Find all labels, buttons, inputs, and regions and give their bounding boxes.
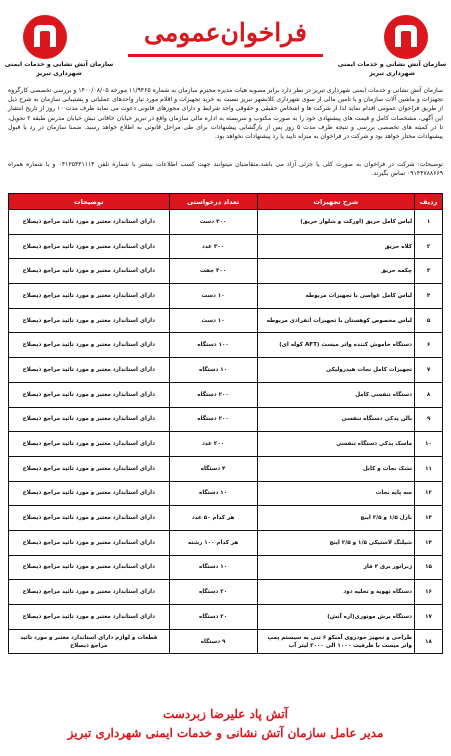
row-description: دستگاه خاموش کننده واتر میست (AFT کوله ای) — [257, 333, 414, 358]
org-line-1: سازمان آتش نشانی و خدمات ایمنی — [4, 61, 114, 68]
row-quantity: هر کدام ۱۰۰ رشته — [169, 530, 257, 555]
table-row — [9, 210, 443, 235]
row-description: نازل ۱/۵ و ۲/۵ اینچ — [257, 506, 414, 531]
table-row — [9, 530, 443, 555]
table-row — [9, 580, 443, 605]
row-note: دارای استاندارد معتبر و مورد تائید مراجع ذیصلاح — [9, 259, 170, 284]
header-description: شرح تجهیزات — [257, 194, 414, 210]
fire-department-logo-icon — [383, 14, 429, 60]
row-quantity: ۳۰۰ دست — [169, 210, 257, 235]
row-description: طراحی و تجهیز خودروی آمبکو ۶ تنی به سیستم پمپ واتر میست با ظرفیت ۱۰۰۰ الی ۲۰۰۰ لیتر آب — [257, 629, 414, 654]
org-name-right — [337, 60, 447, 78]
table-row — [9, 358, 443, 383]
row-note: دارای استاندارد معتبر و مورد تائید مراجع ذیصلاح — [9, 407, 170, 432]
row-quantity: ۱۰ دست — [169, 308, 257, 333]
table-row — [9, 407, 443, 432]
row-number: ۱۶ — [415, 580, 443, 605]
row-note: دارای استاندارد معتبر و مورد تائید مراجع ذیصلاح — [9, 210, 170, 235]
row-number: ۱۱ — [415, 456, 443, 481]
table-row — [9, 481, 443, 506]
row-description: تشک نجات و کابل — [257, 456, 414, 481]
table-row — [9, 456, 443, 481]
row-description: دستگاه تهویه و تخلیه دود — [257, 580, 414, 605]
row-number: ۱۰ — [415, 432, 443, 457]
row-description: بالن یدکی دستگاه تنفسی — [257, 407, 414, 432]
signature-block — [0, 705, 451, 743]
row-description: تجهیزات کامل نجات هیدرولیکی — [257, 358, 414, 383]
row-number: ۱۲ — [415, 481, 443, 506]
row-quantity: ۲۰۰ دستگاه — [169, 407, 257, 432]
row-quantity: ۱۰۰ دستگاه — [169, 333, 257, 358]
row-description: ژنراتور برق ۳ فاز — [257, 555, 414, 580]
row-description: سه پایه نجات — [257, 481, 414, 506]
row-note: دارای استاندارد معتبر و مورد تائید مراجع ذیصلاح — [9, 506, 170, 531]
row-description: لباس کامل حریق (اورکت و شلوار حریق) — [257, 210, 414, 235]
table-row — [9, 555, 443, 580]
row-quantity: ۴ دستگاه — [169, 456, 257, 481]
signatory-name: آتش پاد علیرضا زبردست — [162, 707, 288, 721]
row-note: دارای استاندارد معتبر و مورد تائید مراجع ذیصلاح — [9, 358, 170, 383]
row-note: دارای استاندارد معتبر و مورد تائید مراجع ذیصلاح — [9, 580, 170, 605]
row-description: شیلنگ لاستیکی ۱/۵ و ۲/۵ اینچ — [257, 530, 414, 555]
fire-department-logo-icon — [22, 14, 68, 60]
row-quantity: ۳۰۰ عدد — [169, 234, 257, 259]
table-row — [9, 333, 443, 358]
row-description: دستگاه برش موتوری(اره آتش) — [257, 605, 414, 630]
table-row — [9, 629, 443, 654]
row-description: چکمه حریق — [257, 259, 414, 284]
row-number: ۱ — [415, 210, 443, 235]
row-note: قطعات و لوازم دارای استاندارد معتبر و مورد تائید مراجع ذیصلاح — [9, 629, 170, 654]
row-quantity: ۲۰ دستگاه — [169, 580, 257, 605]
row-number: ۵ — [415, 308, 443, 333]
row-description: دستگاه تنفسی کامل — [257, 382, 414, 407]
row-description: لباس کامل غواصی با تجهیزات مربوطه — [257, 284, 414, 309]
table-row — [9, 284, 443, 309]
row-note: دارای استاندارد معتبر و مورد تائید مراجع ذیصلاح — [9, 605, 170, 630]
row-number: ۲ — [415, 234, 443, 259]
table-row — [9, 506, 443, 531]
row-description: لباس مخصوص کوهستان با تجهیزات انفرادی مربوطه — [257, 308, 414, 333]
org-line-2: شهرداری تبریز — [36, 70, 82, 77]
row-number: ۶ — [415, 333, 443, 358]
row-quantity: ۲۰۰ دستگاه — [169, 382, 257, 407]
row-quantity: ۱۰ دستگاه — [169, 555, 257, 580]
row-number: ۱۳ — [415, 506, 443, 531]
row-note: دارای استاندارد معتبر و مورد تائید مراجع ذیصلاح — [9, 530, 170, 555]
org-line-1: سازمان آتش نشانی و خدمات ایمنی — [337, 61, 447, 68]
org-line-2: شهرداری تبریز — [369, 70, 415, 77]
row-note: دارای استاندارد معتبر و مورد تائید مراجع ذیصلاح — [9, 481, 170, 506]
equipment-table — [8, 193, 443, 654]
contact-note: توضیحات: شرکت در فراخوان به صورت کلی یا جزئی آزاد می باشد.متقاضیان میتوانند جهت کسب اطلاعات بیشتر با شماره تلفن ۰۴۱۳۵۴۳۱۱۱۴ و یا شماره همراه ۰۹۱۴۴۷۸۸۶۶۹ تماس بگیرند. — [8, 161, 443, 178]
row-number: ۳ — [415, 259, 443, 284]
header-quantity: تعداد درخواستی — [169, 194, 257, 210]
table-row — [9, 308, 443, 333]
row-note: دارای استاندارد معتبر و مورد تائید مراجع ذیصلاح — [9, 555, 170, 580]
header-row-number: ردیف — [415, 194, 443, 210]
org-name-left — [4, 60, 114, 78]
announcement-paragraph: سازمان آتش نشانی و خدمات ایمنی شهرداری تبریز در نظر دارد برابر مصوبه هیات مدیره محترم سازمان به شماره ۱۱/۹۴۶۵ مورخه ۱۴۰۰/۰۸/۰۵ و بررسی تخصصی کارگروه تجهیزات و ماشین آلات سازمان و با تامین مالی از سوی شهرداری کلانشهر تبریز نسبت به خرید تجهیزات و اقلام مورد نیاز واحدهای عملیاتی و پشتیبانی سازمان به شرح ذیل از طریق فراخوان عمومی اقدام نماید لذا از شرکت ها و اشخاص حقیقی و حقوقی واجد شرایط و دارای مجوزهای قانونی دعوت می نماید ظرف مدت ۱۰ روز از تاریخ انتشار این آگهی، مشخصات کامل و قیمت های پیشنهادی خود را به صورت مکتوب و سربسته به اداره مالی سازمان واقع در تبریز خیابان خاقانی نبش خیابان مدرس طبقه ۲ تحویل، تا در کمیته های تخصصی بررسی و نتیجه ظرف مدت ۵ روز پس از بازگشایی پیشنهادات برای طی مراحل قانونی به اطلاع خواهد رسید. ضمنا سازمان در رد یا قبول پیشنهادات مختار خواهد بود و شرکت در فراخوان به منزله تایید یا رد پیشنهادات نخواهد بود. — [8, 87, 444, 141]
row-description: کلاه حریق — [257, 234, 414, 259]
row-number: ۱۵ — [415, 555, 443, 580]
row-quantity: ۱۰ دستگاه — [169, 481, 257, 506]
row-quantity: ۱۰ دست — [169, 284, 257, 309]
row-quantity: ۲۰ دستگاه — [169, 605, 257, 630]
row-quantity: ۹ دستگاه — [169, 629, 257, 654]
row-number: ۹ — [415, 407, 443, 432]
row-quantity: هر کدام ۵۰ عدد — [169, 506, 257, 531]
row-note: دارای استاندارد معتبر و مورد تائید مراجع ذیصلاح — [9, 382, 170, 407]
row-number: ۱۷ — [415, 605, 443, 630]
signatory-role: مدیر عامل سازمان آتش نشانی و خدمات ایمنی شهرداری تبریز — [67, 726, 384, 740]
table-header-row — [9, 194, 443, 210]
header-notes: توضیحات — [9, 194, 170, 210]
title-underline — [128, 54, 323, 57]
row-number: ۱۴ — [415, 530, 443, 555]
row-description: ماسک یدکی دستگاه تنفسی — [257, 432, 414, 457]
table-row — [9, 259, 443, 284]
row-quantity: ۳۰۰ جفت — [169, 259, 257, 284]
row-note: دارای استاندارد معتبر و مورد تائید مراجع ذیصلاح — [9, 333, 170, 358]
table-row — [9, 605, 443, 630]
row-quantity: ۱۰ دستگاه — [169, 358, 257, 383]
row-number: ۷ — [415, 358, 443, 383]
table-row — [9, 432, 443, 457]
header — [0, 10, 451, 80]
row-number: ۸ — [415, 382, 443, 407]
table-row — [9, 234, 443, 259]
row-note: دارای استاندارد معتبر و مورد تائید مراجع ذیصلاح — [9, 234, 170, 259]
row-number: ۴ — [415, 284, 443, 309]
row-note: دارای استاندارد معتبر و مورد تائید مراجع ذیصلاح — [9, 308, 170, 333]
row-note: دارای استاندارد معتبر و مورد تائید مراجع ذیصلاح — [9, 284, 170, 309]
page-title: فراخوان‌عمومی — [144, 18, 307, 47]
table-row — [9, 382, 443, 407]
row-quantity: ۲۰۰ عدد — [169, 432, 257, 457]
row-number: ۱۸ — [415, 629, 443, 654]
row-note: دارای استاندارد معتبر و مورد تائید مراجع ذیصلاح — [9, 456, 170, 481]
row-note: دارای استاندارد معتبر و مورد تائید مراجع ذیصلاح — [9, 432, 170, 457]
